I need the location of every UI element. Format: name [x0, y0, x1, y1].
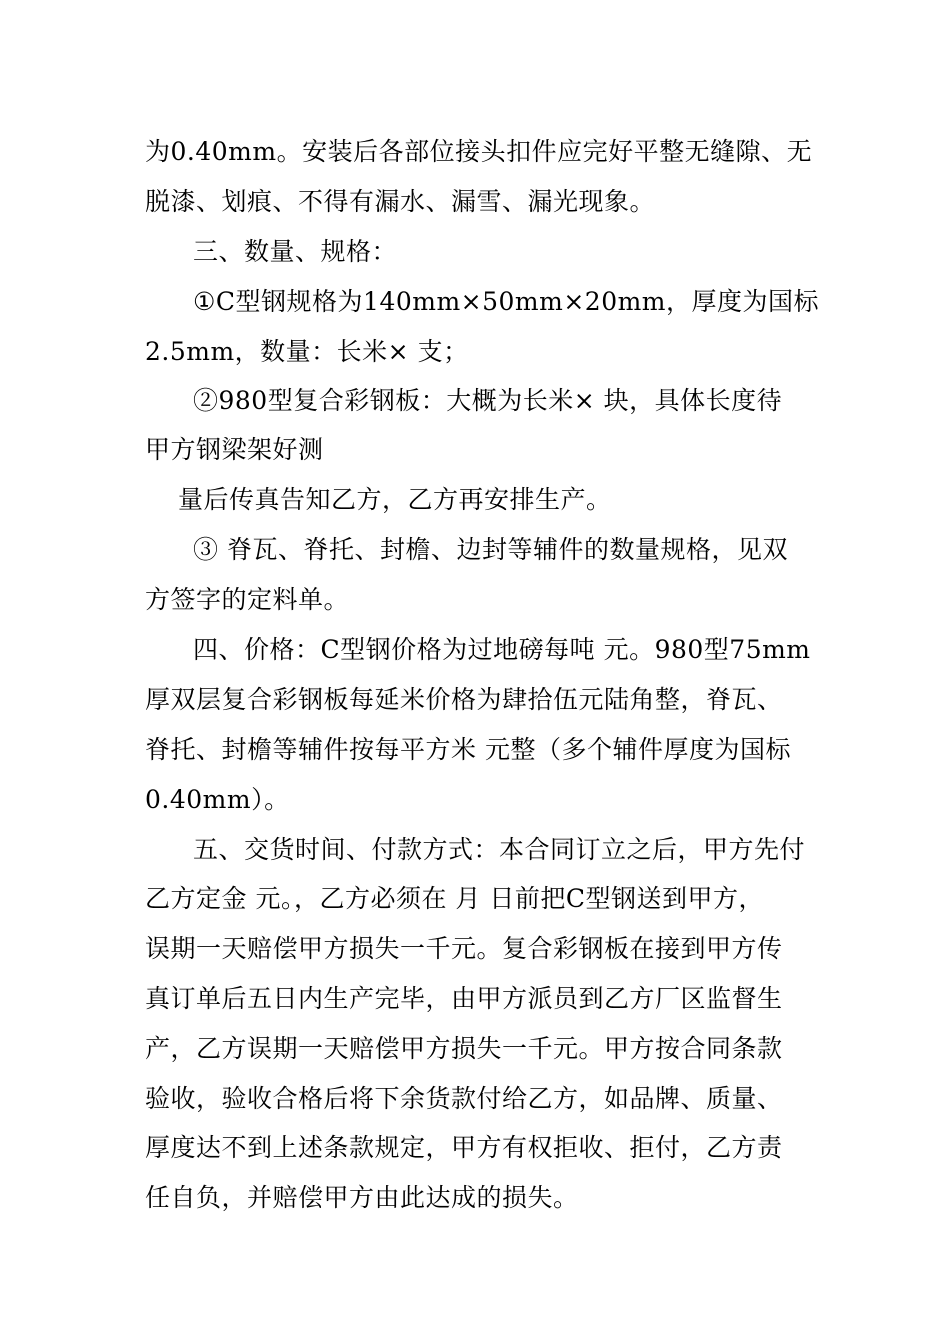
text-line: 乙方定金 元。，乙方必须在 月 日前把C型钢送到甲方， [145, 884, 764, 913]
text-line: 甲方钢梁架好测 [145, 435, 324, 464]
text-line: 2.5mm，数量：长米× 支； [145, 337, 469, 366]
text-line: ②980型复合彩钢板：大概为长米× 块，具体长度待 [193, 386, 783, 415]
text-line: ①C型钢规格为140mm×50mm×20mm，厚度为国标 [193, 287, 820, 316]
text-line: 量后传真告知乙方，乙方再安排生产。 [178, 485, 612, 514]
section-heading: 四、价格：C型钢价格为过地磅每吨 元。980型75mm [193, 635, 811, 664]
text-line: 真订单后五日内生产完毕，由甲方派员到乙方厂区监督生 [145, 984, 783, 1013]
text-line: 产，乙方误期一天赔偿甲方损失一千元。甲方按合同条款 [145, 1034, 783, 1063]
text-line: 验收，验收合格后将下余货款付给乙方，如品牌、质量、 [145, 1084, 783, 1113]
section-heading: 三、数量、规格： [193, 237, 398, 266]
text-line: 误期一天赔偿甲方损失一千元。复合彩钢板在接到甲方传 [145, 934, 783, 963]
text-line: 厚双层复合彩钢板每延米价格为肆拾伍元陆角整，脊瓦、 [145, 685, 783, 714]
text-line: 0.40mm）。 [145, 785, 290, 814]
text-line: 脱漆、划痕、不得有漏水、漏雪、漏光现象。 [145, 187, 656, 216]
text-line: 方签字的定料单。 [145, 585, 350, 614]
text-line: 为0.40mm。安装后各部位接头扣件应完好平整无缝隙、无 [145, 137, 813, 166]
section-heading: 五、交货时间、付款方式：本合同订立之后，甲方先付 [193, 835, 806, 864]
text-line: 脊托、封檐等辅件按每平方米 元整（多个辅件厚度为国标 [145, 735, 791, 764]
text-line: ③ 脊瓦、脊托、封檐、边封等辅件的数量规格，见双 [193, 535, 788, 564]
text-line: 任自负，并赔偿甲方由此达成的损失。 [145, 1183, 579, 1212]
text-line: 厚度达不到上述条款规定，甲方有权拒收、拒付，乙方责 [145, 1133, 783, 1162]
